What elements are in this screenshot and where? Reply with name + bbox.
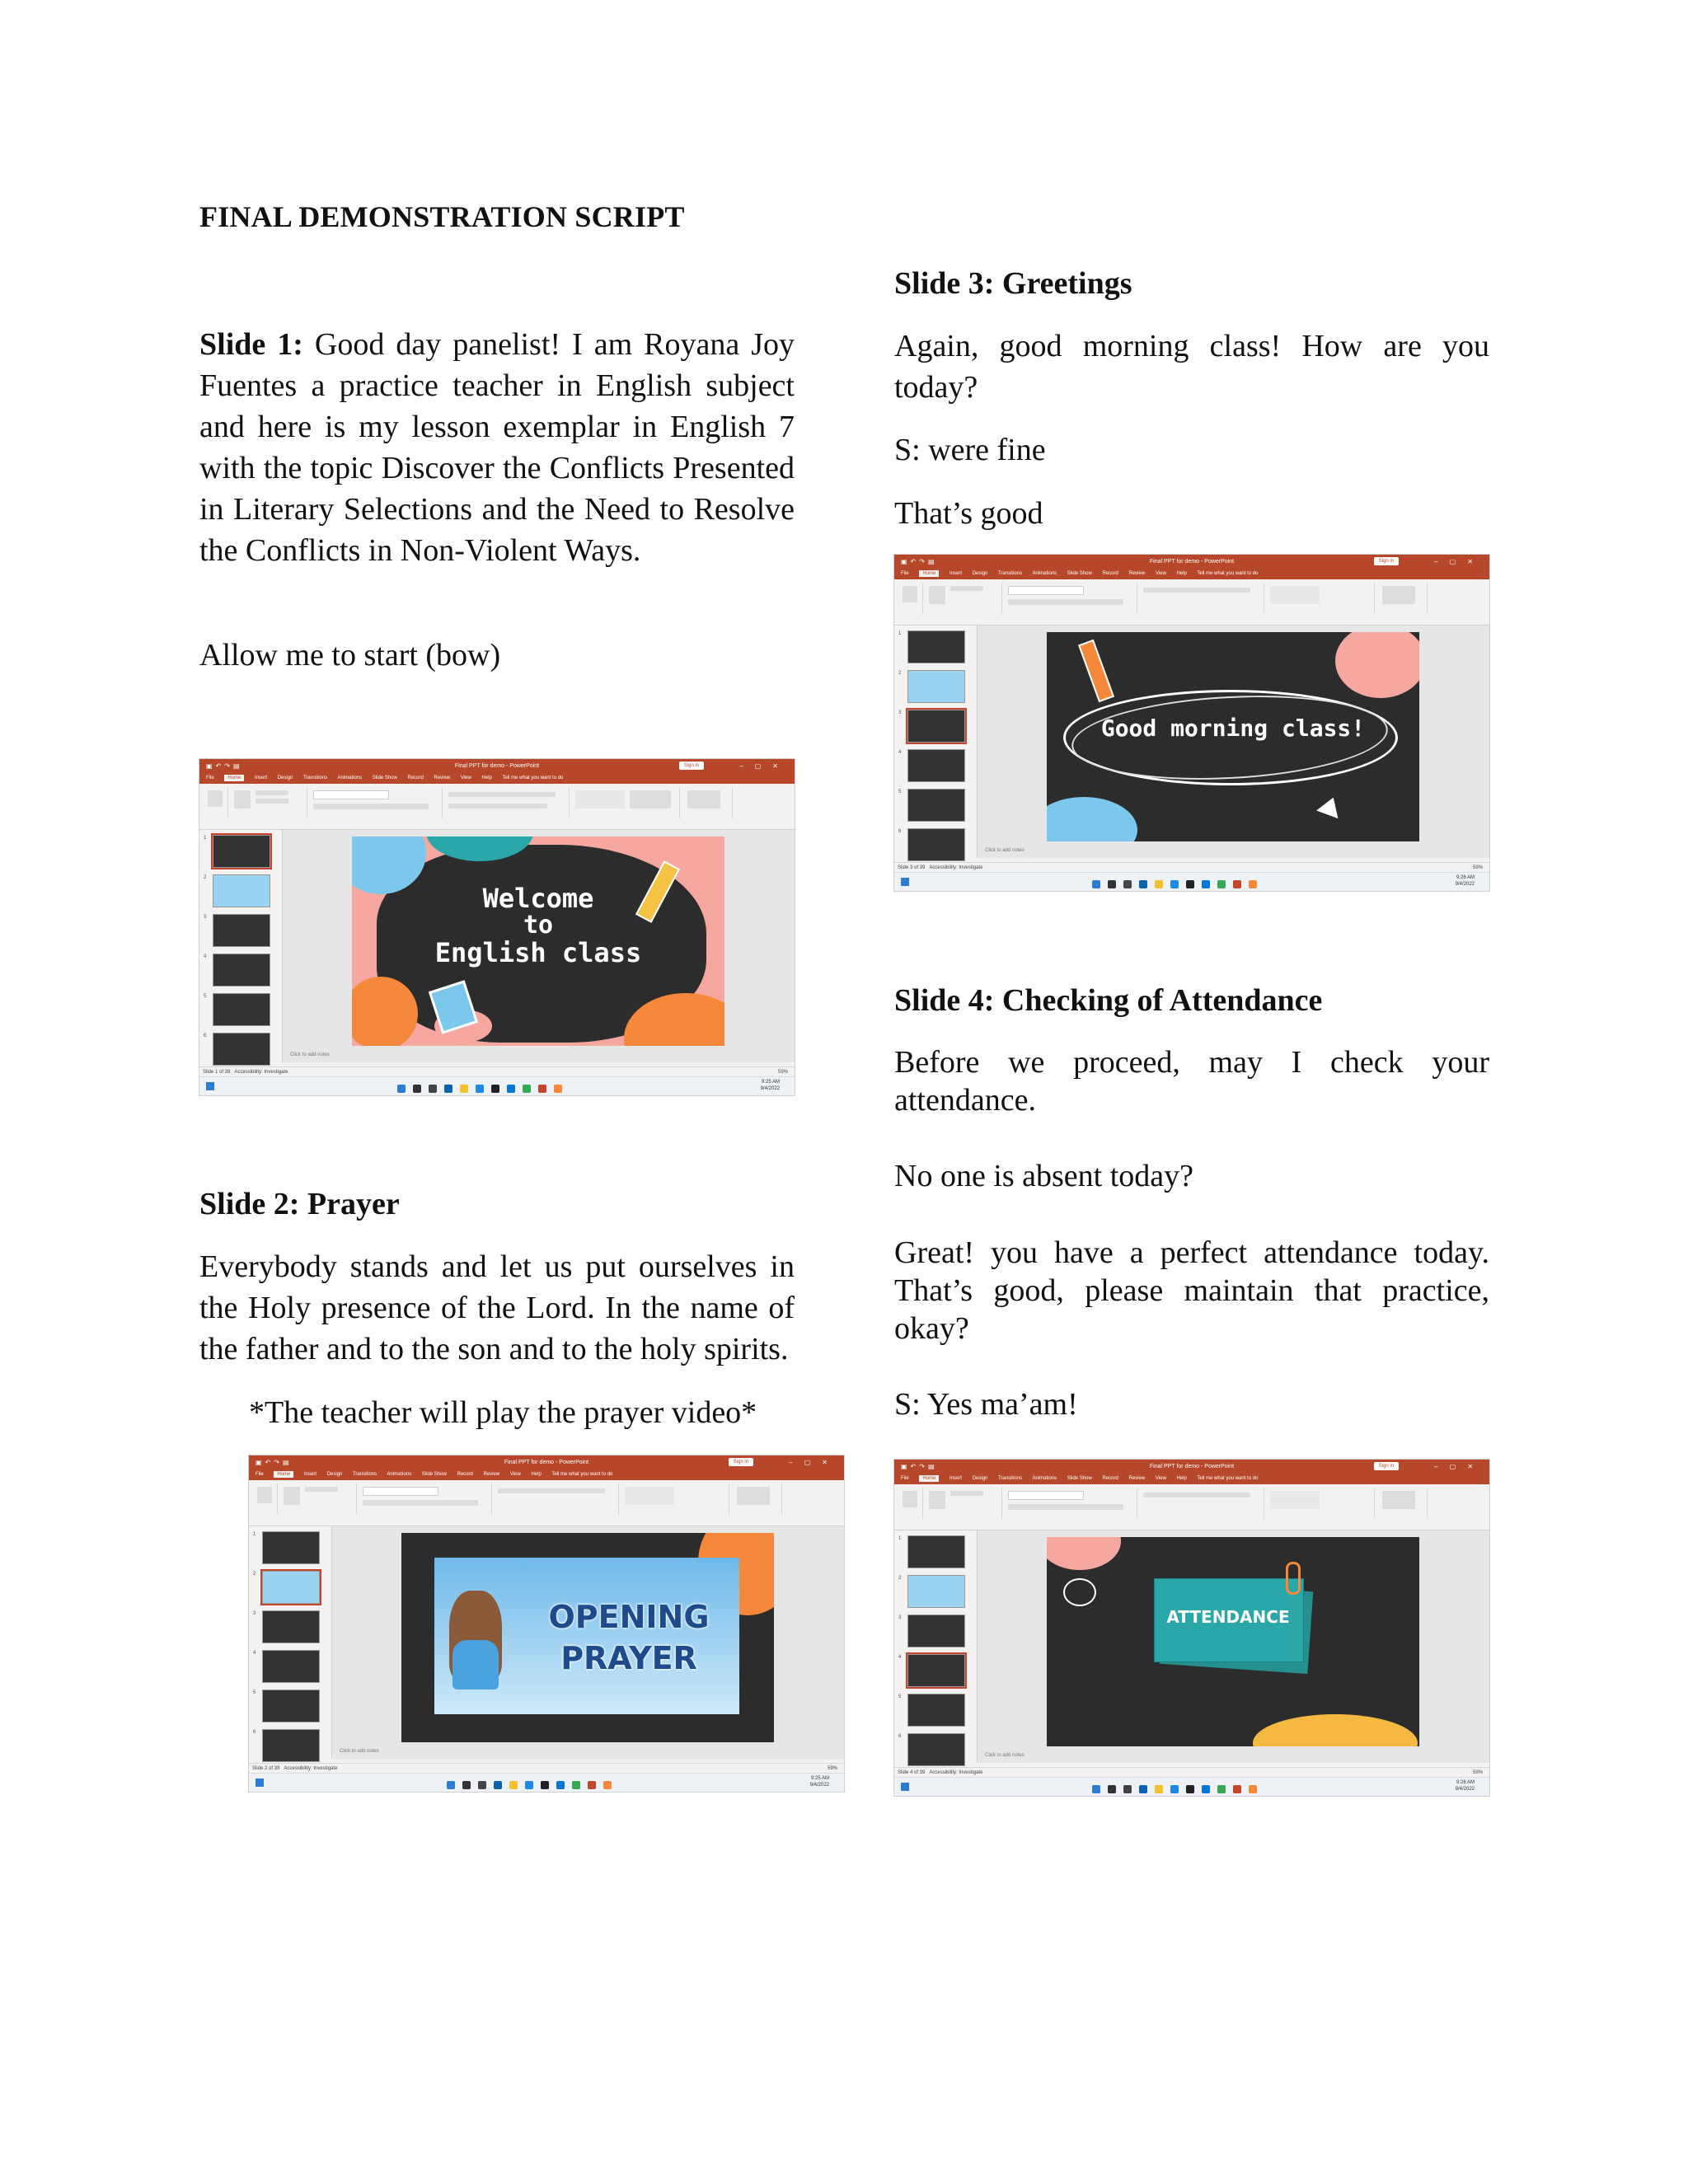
notes-pane[interactable]: Click to add notes bbox=[985, 1753, 1484, 1763]
thumbnail-slide-1[interactable]: 1 bbox=[907, 1535, 965, 1568]
thumbnail-slide-5[interactable]: 5 bbox=[262, 1690, 320, 1722]
ribbon bbox=[249, 1480, 844, 1526]
thumbnail-slide-6[interactable]: 6 bbox=[213, 1033, 270, 1066]
tab-record[interactable]: Record bbox=[1102, 1476, 1118, 1481]
tab-home[interactable]: Home bbox=[224, 775, 244, 781]
tell-me-box[interactable]: Tell me what you want to do bbox=[1197, 1476, 1259, 1481]
ppt-screenshot-slide4 bbox=[894, 1460, 1489, 1796]
zoom-level[interactable]: 59% bbox=[777, 1070, 788, 1075]
thumbnail-slide-4[interactable]: 4 bbox=[262, 1650, 320, 1683]
document-title: FINAL DEMONSTRATION SCRIPT bbox=[199, 200, 685, 233]
thumbnail-slide-3[interactable]: 3 bbox=[907, 1615, 965, 1647]
tab-view[interactable]: View bbox=[1155, 571, 1166, 576]
slide4-heading: Slide 4: Checking of Attendance bbox=[894, 983, 1323, 1018]
slide4-text3: Great! you have a perfect attendance today. That’s good, please maintain that practice, okay? bbox=[894, 1235, 1489, 1346]
zoom-level[interactable]: 59% bbox=[1472, 1770, 1483, 1775]
taskbar-clock[interactable]: 9:26 AM 9/4/2022 bbox=[1455, 875, 1475, 887]
slide-title-line2: to bbox=[523, 911, 554, 940]
thumbnail-slide-2[interactable]: 2 bbox=[262, 1571, 320, 1604]
ribbon-tabs bbox=[894, 1474, 1489, 1484]
zoom-level[interactable]: 59% bbox=[1472, 865, 1483, 870]
tab-home[interactable]: Home bbox=[919, 570, 939, 577]
tell-me-box[interactable]: Tell me what you want to do bbox=[502, 776, 564, 780]
tab-animations[interactable]: Animations bbox=[1032, 1476, 1057, 1481]
quick-access-icons: ▣↶↷▤ bbox=[206, 762, 243, 770]
zoom-level[interactable]: 59% bbox=[827, 1766, 837, 1771]
notes-pane[interactable]: Click to add notes bbox=[290, 1052, 790, 1062]
ppt-workspace bbox=[249, 1526, 844, 1759]
slide4-text2: No one is absent today? bbox=[894, 1159, 1194, 1193]
thumbnail-slide-1[interactable]: 1 bbox=[262, 1531, 320, 1564]
thumbnail-slide-6[interactable]: 6 bbox=[907, 828, 965, 861]
tab-design[interactable]: Design bbox=[972, 571, 988, 576]
widgets-icon[interactable] bbox=[256, 1779, 264, 1787]
tab-insert[interactable]: Insert bbox=[255, 776, 268, 780]
thumbnail-slide-5[interactable]: 5 bbox=[213, 993, 270, 1026]
slide1-text2: Allow me to start (bow) bbox=[199, 638, 501, 673]
slide1-paragraph bbox=[199, 324, 795, 571]
tab-design[interactable]: Design bbox=[277, 776, 293, 780]
slide3-response: S: were fine bbox=[894, 433, 1046, 467]
thumbnail-slide-1[interactable]: 1 bbox=[213, 835, 270, 868]
window-title: Final PPT for demo - PowerPoint bbox=[1149, 1464, 1235, 1469]
ribbon-tabs bbox=[199, 773, 795, 784]
window-controls[interactable]: –▢✕ bbox=[789, 1459, 839, 1466]
ppt-titlebar bbox=[249, 1455, 844, 1469]
tab-home[interactable]: Home bbox=[919, 1475, 939, 1482]
sign-in-button[interactable]: Sign in bbox=[1374, 557, 1399, 565]
slide-canvas-prayer[interactable] bbox=[401, 1533, 774, 1742]
thumbnail-slide-4[interactable]: 4 bbox=[907, 749, 965, 782]
slide-counter: Slide 4 of 39 bbox=[898, 1770, 926, 1775]
notes-pane[interactable]: Click to add notes bbox=[340, 1749, 839, 1759]
taskbar-apps[interactable] bbox=[397, 1082, 570, 1095]
tab-review[interactable]: Review bbox=[1128, 1476, 1146, 1481]
tab-record[interactable]: Record bbox=[407, 776, 424, 780]
notes-pane[interactable]: Click to add notes bbox=[985, 848, 1484, 858]
tab-help[interactable]: Help bbox=[531, 1472, 542, 1477]
slide-canvas-attendance[interactable] bbox=[1047, 1537, 1419, 1746]
slide-thumbnail-pane[interactable] bbox=[199, 830, 283, 1062]
accessibility-status[interactable]: Accessibility: Investigate bbox=[234, 1070, 288, 1075]
thumbnail-slide-3[interactable]: 3 bbox=[262, 1610, 320, 1643]
windows-taskbar bbox=[894, 1777, 1489, 1796]
ribbon bbox=[894, 1484, 1489, 1530]
ribbon-tabs bbox=[894, 569, 1489, 579]
ppt-titlebar bbox=[199, 759, 795, 773]
ppt-titlebar bbox=[894, 1460, 1489, 1474]
slide1-text: Good day panelist! I am Royana Joy Fuentes a practice teacher in English subject and here is my lesson exemplar in English 7 with the topic Discover the Conflicts Presented in Literary Selections and the Need to Resolve the Conflicts in Non-Violent Ways. bbox=[199, 327, 795, 568]
tell-me-box[interactable]: Tell me what you want to do bbox=[551, 1472, 613, 1477]
slide4-text: Before we proceed, may I check your attendance. bbox=[894, 1045, 1489, 1118]
ribbon-tabs bbox=[249, 1469, 844, 1480]
thumbnail-slide-6[interactable]: 6 bbox=[262, 1729, 320, 1762]
window-controls[interactable]: –▢✕ bbox=[1434, 558, 1484, 565]
taskbar-clock[interactable]: 9:25 AM 9/4/2022 bbox=[809, 1776, 829, 1788]
tab-file[interactable]: File bbox=[206, 776, 214, 780]
tab-insert[interactable]: Insert bbox=[950, 571, 963, 576]
tab-help[interactable]: Help bbox=[481, 776, 492, 780]
tab-view[interactable]: View bbox=[509, 1472, 521, 1477]
slide2-text: Everybody stands and let us put ourselves in the Holy presence of the Lord. In the name of the father and to the son and to the holy spirits. bbox=[199, 1249, 795, 1366]
ppt-workspace bbox=[894, 626, 1489, 858]
tab-insert[interactable]: Insert bbox=[950, 1476, 963, 1481]
tab-slideshow[interactable]: Slide Show bbox=[372, 776, 397, 780]
thumbnail-slide-3[interactable]: 3 bbox=[213, 914, 270, 947]
tab-record[interactable]: Record bbox=[1102, 571, 1118, 576]
ppt-workspace bbox=[894, 1530, 1489, 1763]
slide3-text2: That’s good bbox=[894, 496, 1043, 531]
taskbar-apps[interactable] bbox=[447, 1779, 619, 1792]
tab-insert[interactable]: Insert bbox=[304, 1472, 317, 1477]
tab-design[interactable]: Design bbox=[326, 1472, 343, 1477]
tab-view[interactable]: View bbox=[1155, 1476, 1166, 1481]
thumbnail-slide-2[interactable]: 2 bbox=[213, 874, 270, 907]
tab-slideshow[interactable]: Slide Show bbox=[1067, 1476, 1092, 1481]
windows-taskbar bbox=[894, 872, 1489, 891]
sign-in-button[interactable]: Sign in bbox=[1374, 1462, 1399, 1470]
tab-home[interactable]: Home bbox=[274, 1471, 293, 1478]
slide3-text: Again, good morning class! How are you today? bbox=[894, 329, 1489, 405]
thumbnail-slide-1[interactable]: 1 bbox=[907, 630, 965, 663]
ribbon bbox=[894, 579, 1489, 626]
widgets-icon[interactable] bbox=[901, 878, 909, 886]
window-controls[interactable]: –▢✕ bbox=[1434, 1463, 1484, 1470]
ppt-titlebar bbox=[894, 555, 1489, 569]
triangle-ruler-icon bbox=[1316, 794, 1344, 818]
window-controls[interactable]: –▢✕ bbox=[739, 762, 790, 770]
tab-animations[interactable]: Animations bbox=[337, 776, 363, 780]
widgets-icon[interactable] bbox=[206, 1082, 214, 1090]
thumbnail-slide-5[interactable]: 5 bbox=[907, 789, 965, 822]
tab-review[interactable]: Review bbox=[1128, 571, 1146, 576]
palette-icon bbox=[1063, 1578, 1096, 1606]
tab-transitions[interactable]: Transitions bbox=[352, 1472, 377, 1477]
thumbnail-slide-2[interactable]: 2 bbox=[907, 1575, 965, 1608]
pencil-icon bbox=[1078, 640, 1114, 702]
taskbar-apps[interactable] bbox=[1092, 878, 1264, 891]
tab-transitions[interactable]: Transitions bbox=[997, 571, 1023, 576]
slide-title-line3: English class bbox=[434, 937, 642, 968]
slide-thumbnail-pane[interactable] bbox=[894, 1530, 978, 1763]
tab-review[interactable]: Review bbox=[434, 776, 451, 780]
slide4-response: S: Yes ma’am! bbox=[894, 1387, 1078, 1422]
quick-access-icons: ▣↶↷▤ bbox=[256, 1459, 293, 1466]
tab-help[interactable]: Help bbox=[1176, 571, 1187, 576]
window-title: Final PPT for demo - PowerPoint bbox=[454, 763, 540, 769]
tab-slideshow[interactable]: Slide Show bbox=[1067, 571, 1092, 576]
quick-access-icons: ▣↶↷▤ bbox=[901, 1463, 938, 1470]
thumbnail-slide-2[interactable]: 2 bbox=[907, 670, 965, 703]
thumbnail-slide-5[interactable]: 5 bbox=[907, 1694, 965, 1727]
slide-title-line1: OPENING bbox=[548, 1599, 710, 1635]
ppt-screenshot-slide1 bbox=[199, 759, 795, 1095]
quick-access-icons: ▣↶↷▤ bbox=[901, 558, 938, 565]
ppt-screenshot-slide2 bbox=[249, 1455, 844, 1792]
widgets-icon[interactable] bbox=[901, 1783, 909, 1791]
slide-counter: Slide 2 of 39 bbox=[252, 1766, 280, 1771]
thumbnail-slide-4[interactable]: 4 bbox=[213, 954, 270, 987]
slide-counter: Slide 3 of 39 bbox=[898, 865, 926, 870]
slide-attendance-text: ATTENDANCE bbox=[1166, 1607, 1290, 1627]
tab-record[interactable]: Record bbox=[457, 1472, 473, 1477]
accessibility-status[interactable]: Accessibility: Investigate bbox=[284, 1766, 338, 1771]
ribbon bbox=[199, 784, 795, 830]
slide2-heading: Slide 2: Prayer bbox=[199, 1187, 400, 1221]
slide2-note: *The teacher will play the prayer video* bbox=[249, 1395, 757, 1430]
ppt-screenshot-slide3 bbox=[894, 555, 1489, 891]
slide-title-line2: PRAYER bbox=[560, 1640, 697, 1676]
slide-canvas-welcome[interactable] bbox=[352, 837, 724, 1046]
accessibility-status[interactable]: Accessibility: Investigate bbox=[929, 865, 983, 870]
slide-thumbnail-pane[interactable] bbox=[894, 626, 978, 858]
slide1-heading: Slide 1: bbox=[199, 327, 303, 362]
tell-me-box[interactable]: Tell me what you want to do bbox=[1197, 571, 1259, 576]
tab-design[interactable]: Design bbox=[972, 1476, 988, 1481]
tab-transitions[interactable]: Transitions bbox=[302, 776, 328, 780]
thumbnail-slide-4[interactable]: 4 bbox=[907, 1654, 965, 1687]
accessibility-status[interactable]: Accessibility: Investigate bbox=[929, 1770, 983, 1775]
windows-taskbar bbox=[199, 1076, 795, 1095]
slide-greeting-text: Good morning class! bbox=[1100, 715, 1366, 742]
tab-file[interactable]: File bbox=[901, 571, 909, 576]
tab-animations[interactable]: Animations bbox=[387, 1472, 412, 1477]
slide-counter: Slide 1 of 39 bbox=[203, 1070, 231, 1075]
ppt-workspace bbox=[199, 830, 795, 1062]
sign-in-button[interactable]: Sign in bbox=[679, 762, 704, 770]
taskbar-clock[interactable]: 9:26 AM 9/4/2022 bbox=[1455, 1780, 1475, 1792]
tab-file[interactable]: File bbox=[256, 1472, 264, 1477]
slide-title-line1: Welcome bbox=[482, 883, 594, 914]
tab-animations[interactable]: Animations bbox=[1032, 571, 1057, 576]
tab-review[interactable]: Review bbox=[483, 1472, 500, 1477]
thumbnail-slide-3[interactable]: 3 bbox=[907, 710, 965, 743]
slide3-heading: Slide 3: Greetings bbox=[894, 266, 1132, 301]
slide-canvas-greetings[interactable] bbox=[1047, 632, 1419, 841]
taskbar-clock[interactable]: 9:25 AM 9/4/2022 bbox=[760, 1080, 780, 1091]
paper-clip-icon bbox=[1286, 1562, 1301, 1595]
tab-transitions[interactable]: Transitions bbox=[997, 1476, 1023, 1481]
window-title: Final PPT for demo - PowerPoint bbox=[1149, 559, 1235, 565]
window-title: Final PPT for demo - PowerPoint bbox=[504, 1460, 589, 1465]
sign-in-button[interactable]: Sign in bbox=[729, 1458, 753, 1466]
tab-slideshow[interactable]: Slide Show bbox=[421, 1472, 447, 1477]
slide-thumbnail-pane[interactable] bbox=[249, 1526, 332, 1759]
tab-help[interactable]: Help bbox=[1176, 1476, 1187, 1481]
thumbnail-slide-6[interactable]: 6 bbox=[907, 1733, 965, 1766]
windows-taskbar bbox=[249, 1773, 844, 1792]
taskbar-apps[interactable] bbox=[1092, 1783, 1264, 1796]
tab-file[interactable]: File bbox=[901, 1476, 909, 1481]
tab-view[interactable]: View bbox=[460, 776, 471, 780]
